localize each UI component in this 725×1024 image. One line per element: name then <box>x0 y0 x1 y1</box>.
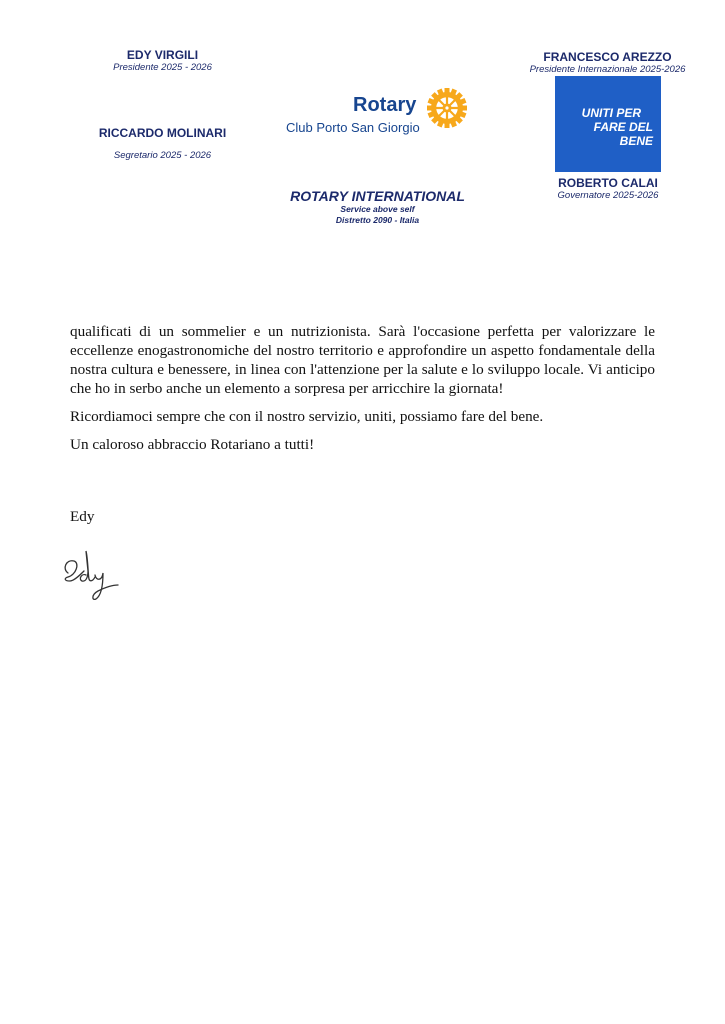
international-president-block <box>525 50 690 75</box>
theme-logo <box>555 76 661 172</box>
president-role: Presidente 2025 - 2026 <box>113 62 212 73</box>
governor-role: Governatore 2025-2026 <box>557 190 659 201</box>
secretary-name: RICCARDO MOLINARI <box>98 126 227 140</box>
secretary-block <box>90 126 235 161</box>
secretary-role: Segretario 2025 - 2026 <box>113 150 212 161</box>
theme-line-2: FARE DEL <box>593 120 653 134</box>
organization-block <box>270 188 485 226</box>
rotary-wheel-icon <box>426 87 468 129</box>
international-president-name: FRANCESCO AREZZO <box>543 50 672 64</box>
body-paragraph: qualificati di un sommelier e un nutrizionista. Sarà l'occasione perfetta per valorizzare le eccellenze enogastronomiche del nostro territorio e approfondire un aspetto fondamentale della nostra cultura e benessere, in linea con l'attenzione per la salute e lo sviluppo locale. Vi anticipo che ho in serbo anche un elemento a sorpresa per arricchire la giornata! <box>70 323 655 397</box>
organization-motto: Service above self <box>340 204 415 214</box>
organization-district: Distretto 2090 - Italia <box>335 215 420 225</box>
governor-block <box>548 176 668 201</box>
international-president-role: Presidente Internazionale 2025-2026 <box>529 64 686 75</box>
rotary-club-logo <box>280 86 475 138</box>
body-paragraph: Un caloroso abbraccio Rotariano a tutti! <box>70 436 315 453</box>
president-block <box>100 48 225 73</box>
club-name: Club Porto San Giorgio <box>286 120 420 135</box>
organization-title: ROTARY INTERNATIONAL <box>290 188 465 204</box>
theme-line-3: BENE <box>619 134 653 148</box>
rotary-brand: Rotary <box>353 94 417 116</box>
body-paragraph: Ricordiamoci sempre che con il nostro servizio, uniti, possiamo fare del bene. <box>70 408 544 425</box>
handwritten-signature <box>58 545 128 605</box>
closing-name: Edy <box>70 508 95 525</box>
president-name: EDY VIRGILI <box>126 48 199 62</box>
theme-line-1: UNITI PER <box>581 106 641 120</box>
letter-body <box>70 322 655 463</box>
governor-name: ROBERTO CALAI <box>558 176 658 190</box>
